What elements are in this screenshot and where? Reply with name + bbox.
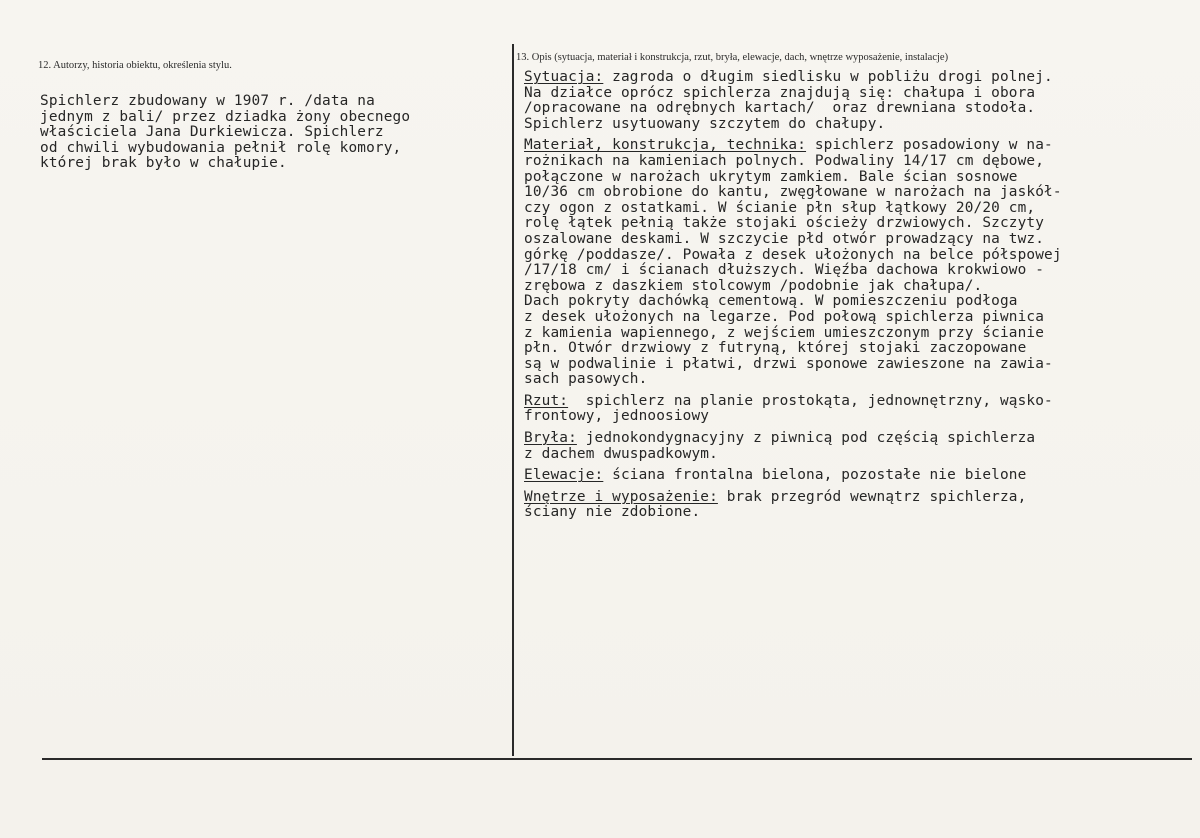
typed-line: z desek ułożonych na legarze. Pod połową spichlerza piwnica bbox=[524, 308, 1045, 325]
section-text: ściana frontalna bielona, pozostałe nie bielone bbox=[603, 467, 1027, 484]
section-interior-first-line bbox=[524, 490, 1062, 506]
section-heading: Rzut: bbox=[524, 392, 569, 409]
section-situation-first-line bbox=[524, 70, 1062, 86]
field-12-typed-text bbox=[40, 94, 410, 172]
typed-line: frontowy, jednoosiowy bbox=[524, 408, 710, 425]
section-heading: Materiał, konstrukcja, technika: bbox=[524, 137, 807, 154]
typed-line: sach pasowych. bbox=[524, 371, 648, 388]
typed-line: górkę /poddasze/. Powała z desek ułożonych na belce półspowej bbox=[524, 246, 1062, 263]
typed-line: zrębowa z daszkiem stolcowym /podobnie jak chałupa/. bbox=[524, 277, 983, 294]
section-text: spichlerz na planie prostokąta, jednownętrzny, wąsko- bbox=[568, 392, 1053, 409]
section-text: spichlerz posadowiony w na- bbox=[806, 137, 1053, 154]
section-text: jednokondygnacyjny z piwnicą pod częścią spichlerza bbox=[576, 430, 1036, 447]
section-text: zagroda o długim siedlisku w pobliżu drogi polnej. bbox=[603, 69, 1053, 85]
typed-line: /17/18 cm/ i ścianach dłuższych. Więźba dachowa krokwiowo - bbox=[524, 262, 1045, 279]
typed-line: ściany nie zdobione. bbox=[524, 504, 701, 521]
typed-line: /opracowane na odrębnych kartach/ oraz drewniana stodoła. bbox=[524, 100, 1036, 117]
typed-line: właściciela Jana Durkiewicza. Spichlerz bbox=[40, 124, 384, 141]
typed-line: rolę łątek pełnią także stojaki ościeży drzwiowych. Szczyty bbox=[524, 215, 1045, 232]
typed-line: są w podwalinie i płatwi, drzwi sponowe zawieszone na zawia- bbox=[524, 355, 1053, 372]
typed-line: oszalowane deskami. W szczycie płd otwór prowadzący na twz. bbox=[524, 230, 1045, 247]
section-elevations-first-line bbox=[524, 468, 1062, 484]
section-mass-first-line bbox=[524, 431, 1062, 447]
typed-line: płn. Otwór drzwiowy z futryną, której stojaki zaczopowane bbox=[524, 340, 1027, 357]
typed-line: której brak było w chałupie. bbox=[40, 155, 287, 172]
typed-line: z dachem dwuspadkowym. bbox=[524, 445, 718, 462]
typed-line: Dach pokryty dachówką cementową. W pomieszczeniu podłoga bbox=[524, 293, 1018, 310]
section-heading: Elewacje: bbox=[524, 467, 604, 484]
typed-line: Na działce oprócz spichlerza znajdują się: chałupa i obora bbox=[524, 84, 1036, 101]
typed-line: z kamienia wapiennego, z wejściem umieszczonym przy ścianie bbox=[524, 324, 1045, 341]
typed-line: od chwili wybudowania pełnił rolę komory, bbox=[40, 139, 402, 156]
field-13-label: 13. Opis (sytuacja, materiał i konstrukcja, rzut, bryła, elewacje, dach, wnętrze wyposażenie, instalacje) bbox=[516, 52, 949, 63]
column-divider bbox=[512, 44, 514, 756]
section-material-first-line bbox=[524, 138, 1062, 154]
field-12-label: 12. Autorzy, historia obiektu, określenia stylu. bbox=[38, 60, 232, 71]
typed-line: Spichlerz usytuowany szczytem do chałupy. bbox=[524, 115, 886, 132]
typed-line: jednym z bali/ przez dziadka żony obecnego bbox=[40, 108, 411, 125]
typed-line: rożnikach na kamieniach polnych. Podwaliny 14/17 cm dębowe, bbox=[524, 152, 1045, 169]
section-heading: Wnętrze i wyposażenie: bbox=[524, 488, 718, 505]
section-heading: Bryła: bbox=[524, 430, 577, 447]
typed-line: połączone w narożach ukrytym zamkiem. Bale ścian sosnowe bbox=[524, 168, 1018, 185]
bottom-rule bbox=[42, 758, 1192, 760]
field-13-typed-text bbox=[524, 70, 1062, 521]
section-plan-first-line bbox=[524, 394, 1062, 410]
typed-line: Spichlerz zbudowany w 1907 r. /data na bbox=[40, 93, 375, 109]
typed-line: czy ogon z ostatkami. W ścianie płn słup łątkowy 20/20 cm, bbox=[524, 199, 1036, 216]
section-text: brak przegród wewnątrz spichlerza, bbox=[717, 488, 1027, 505]
typed-line: 10/36 cm obrobione do kantu, zwęgłowane w narożach na jaskół- bbox=[524, 184, 1062, 201]
section-heading: Sytuacja: bbox=[524, 69, 604, 85]
